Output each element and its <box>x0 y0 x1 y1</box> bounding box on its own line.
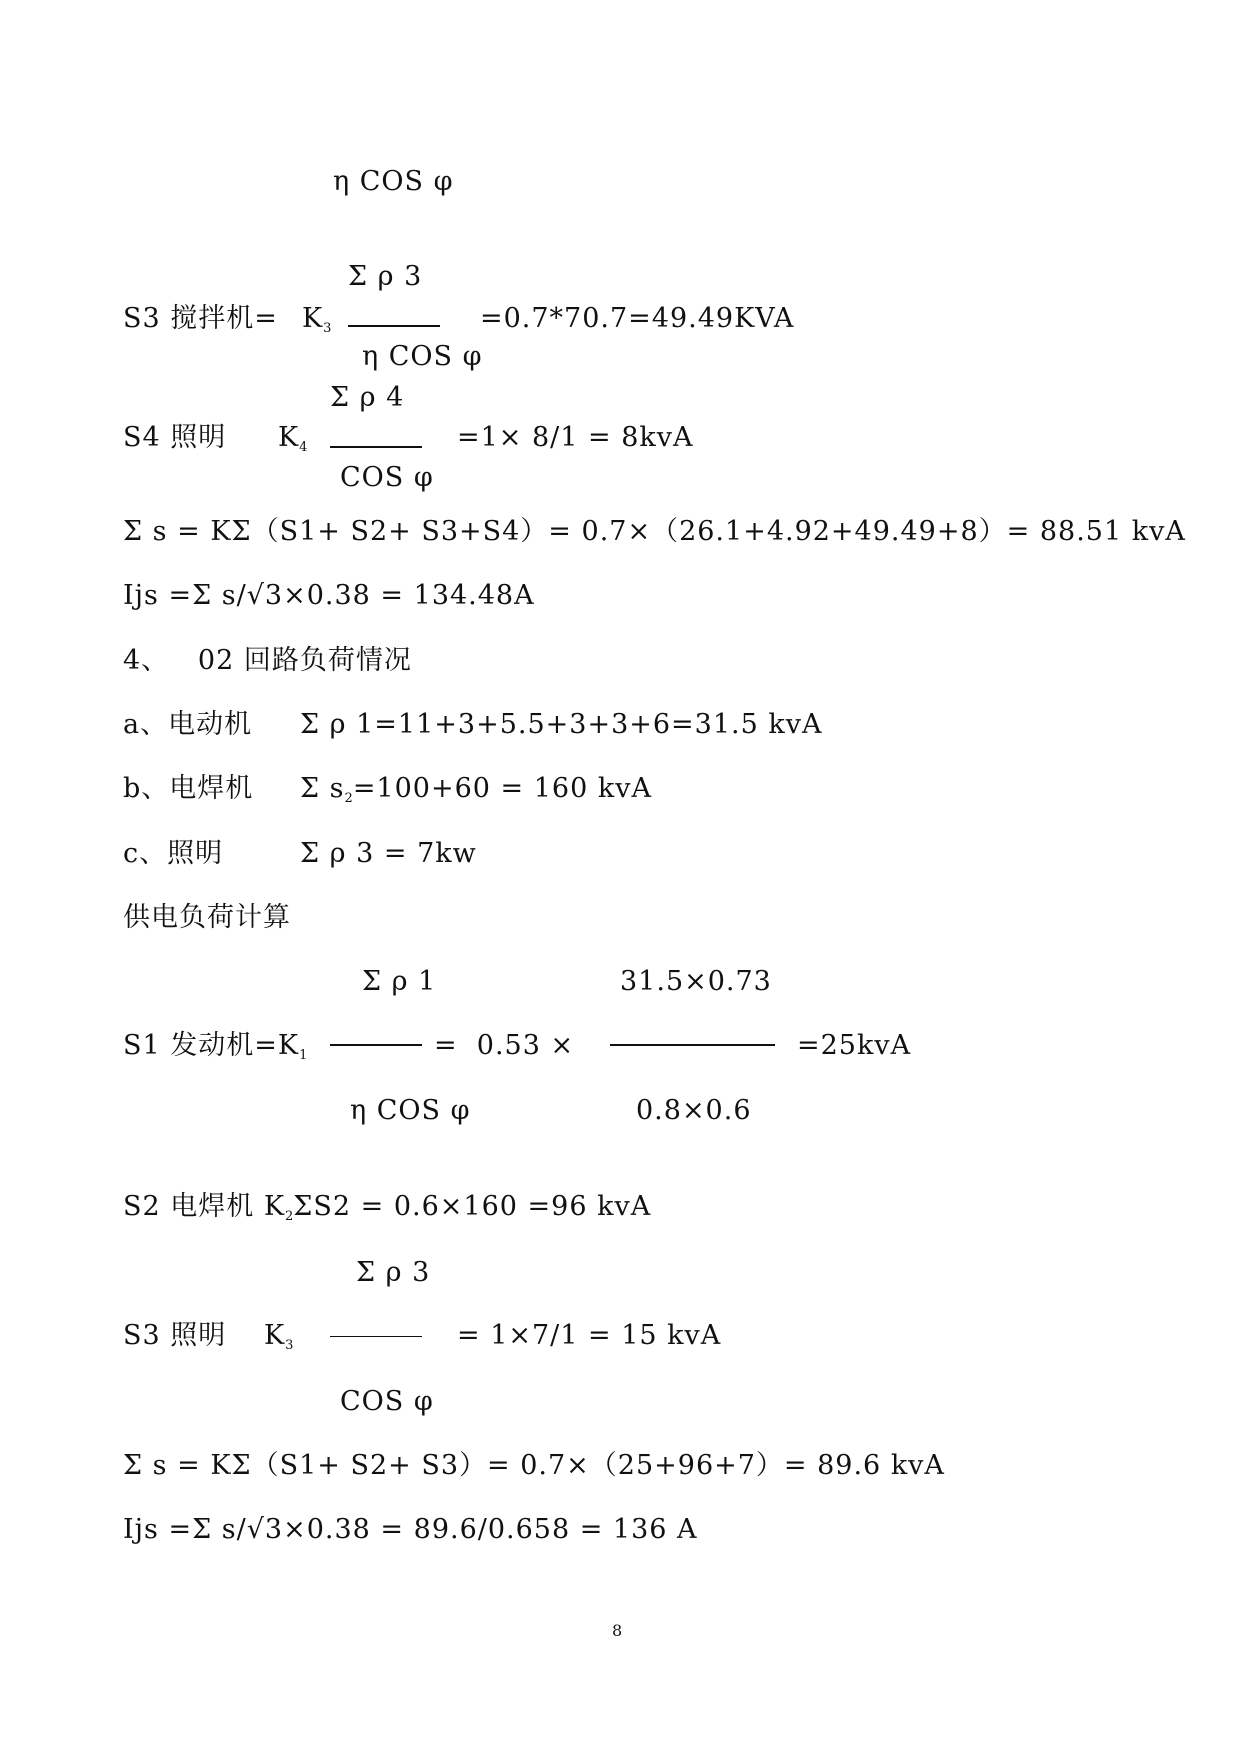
s1-motor-denominator-2: 0.8×0.6 <box>636 1095 752 1126</box>
s3-lighting-numerator: Σ ρ 3 <box>356 1257 431 1288</box>
s4-lighting-coefficient: K4 <box>278 422 308 455</box>
item-b-value: Σ s2=100+60 = 160 kvA <box>300 773 652 806</box>
s3-lighting-result: = 1×7/1 = 15 kvA <box>457 1320 722 1351</box>
s4-lighting-label: S4 照明 <box>123 422 227 453</box>
s1-motor-result: =25kvA <box>797 1030 912 1061</box>
s3-mixer-result: =0.7*70.7=49.49KVA <box>480 303 795 334</box>
denominator-cos-phi: η COS φ <box>333 166 454 197</box>
s1-motor-denominator: η COS φ <box>350 1095 471 1126</box>
s1-motor-numerator-2: 31.5×0.73 <box>620 966 772 997</box>
s1-motor-fraction-bar <box>330 1044 422 1046</box>
total-load-line-1: Σ s = KΣ（S1+ S2+ S3+S4）= 0.7×（26.1+4.92+49.49+8）= 88.51 kvA <box>123 516 1186 547</box>
s3-lighting-label: S3 照明 <box>123 1320 227 1351</box>
s2-welder-line: S2 电焊机 K2ΣS2 = 0.6×160 =96 kvA <box>123 1191 652 1224</box>
s1-motor-fraction-bar-2 <box>610 1044 775 1046</box>
current-line-1: Ijs =Σ s/√3×0.38 = 134.48A <box>123 580 535 611</box>
s1-motor-label: S1 发动机=K1 <box>123 1030 308 1063</box>
item-c-value: Σ ρ 3 = 7kw <box>300 838 477 869</box>
s1-motor-middle: = 0.53 × <box>434 1030 575 1061</box>
section-heading: 4、 02 回路负荷情况 <box>123 645 412 676</box>
s1-motor-numerator: Σ ρ 1 <box>362 966 437 997</box>
s3-mixer-coefficient: K3 <box>302 303 332 336</box>
total-load-line-2: Σ s = KΣ（S1+ S2+ S3）= 0.7×（25+96+7）= 89.6 kvA <box>123 1450 945 1481</box>
calc-heading: 供电负荷计算 <box>123 902 291 933</box>
s3-mixer-numerator: Σ ρ 3 <box>348 261 423 292</box>
page-number: 8 <box>612 1621 623 1640</box>
s3-lighting-coefficient: K3 <box>264 1320 294 1353</box>
s3-mixer-fraction-bar <box>348 325 440 327</box>
s3-mixer-label: S3 搅拌机= <box>123 303 278 334</box>
s3-lighting-denominator: COS φ <box>340 1386 434 1417</box>
item-a-value: Σ ρ 1=11+3+5.5+3+3+6=31.5 kvA <box>300 709 823 740</box>
s4-lighting-result: =1× 8/1 = 8kvA <box>457 422 694 453</box>
s4-lighting-denominator: COS φ <box>340 462 434 493</box>
s4-lighting-numerator: Σ ρ 4 <box>330 382 405 413</box>
item-a-label: a、电动机 <box>123 709 253 740</box>
s3-mixer-denominator: η COS φ <box>362 341 483 372</box>
current-line-2: Ijs =Σ s/√3×0.38 = 89.6/0.658 = 136 A <box>123 1514 698 1545</box>
item-b-label: b、电焊机 <box>123 773 254 804</box>
s4-lighting-fraction-bar <box>330 446 422 448</box>
item-c-label: c、照明 <box>123 838 224 869</box>
s3-lighting-fraction-bar <box>330 1336 422 1337</box>
